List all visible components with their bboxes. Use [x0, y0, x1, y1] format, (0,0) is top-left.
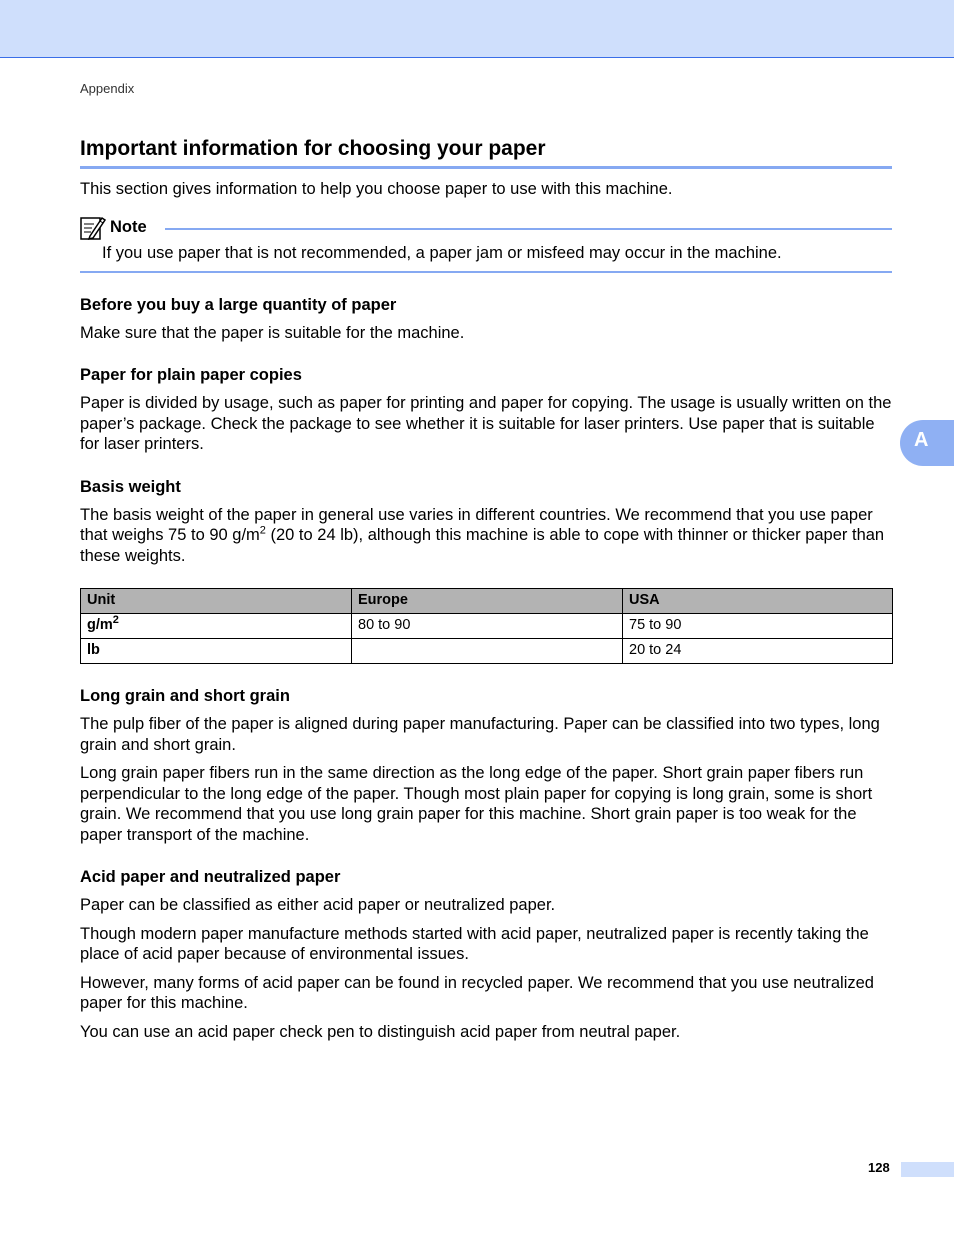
cell-usa: 75 to 90 [623, 614, 893, 639]
page-number-marker [901, 1162, 954, 1177]
table-header-row [81, 589, 893, 614]
plain-paper-text: Paper is divided by usage, such as paper for printing and paper for copying. The usage is usually written on the paper’s package. Check the package to see whether it is suitable for laser printers. Use paper that is suitable for laser printers. [80, 394, 892, 453]
page-content [80, 136, 892, 1050]
cell-usa: 20 to 24 [623, 639, 893, 664]
heading-plain-paper: Paper for plain paper copies [80, 366, 302, 384]
unit-text: lb [87, 642, 100, 658]
before-buy-text: Make sure that the paper is suitable for the machine. [80, 323, 465, 342]
running-head: Appendix [80, 81, 135, 96]
column-header-europe: Europe [352, 589, 623, 614]
heading-before-buy: Before you buy a large quantity of paper [80, 295, 397, 314]
note-rule [165, 228, 892, 230]
heading-grain: Long grain and short grain [80, 687, 290, 705]
note-text: If you use paper that is not recommended, a paper jam or misfeed may occur in the machine. [102, 243, 782, 262]
table-row [81, 639, 893, 664]
note-pencil-icon [80, 215, 106, 241]
basis-weight-table [80, 588, 893, 664]
column-header-usa: USA [623, 589, 893, 614]
section-title: Important information for choosing your paper [80, 136, 892, 169]
acid-paragraph: You can use an acid paper check pen to distinguish acid paper from neutral paper. [80, 1022, 681, 1041]
grain-paragraph: Long grain paper fibers run in the same direction as the long edge of the paper. Short grain paper fibers run perpendicular to the long edge of the paper. Though most plain paper for copying is long grain, some is short grain. We recommend that you use long grain paper for this machine. Short grain paper is too weak for the paper transport of the machine. [80, 764, 873, 844]
grain-paragraph: The pulp fiber of the paper is aligned during paper manufacturing. Paper can be classified into two types, long grain and short grain. [80, 715, 880, 754]
note-box [80, 214, 892, 273]
side-tab-label: A [914, 429, 929, 451]
cell-unit [81, 639, 352, 664]
cell-europe: 80 to 90 [352, 614, 623, 639]
note-label: Note [110, 218, 147, 236]
unit-text: g/m [87, 617, 113, 633]
cell-unit [81, 614, 352, 639]
basis-weight-text-before: The basis weight of the paper in general use varies in different countries. We recommend that you use paper that weighs 75 to 90 g/m [80, 505, 873, 544]
unit-superscript: 2 [112, 614, 119, 627]
heading-acid-paper: Acid paper and neutralized paper [80, 868, 341, 886]
page-number: 128 [868, 1160, 890, 1175]
cell-europe [352, 639, 623, 664]
acid-paragraph: Paper can be classified as either acid paper or neutralized paper. [80, 896, 556, 914]
acid-paragraph: However, many forms of acid paper can be found in recycled paper. We recommend that you use neutralized paper for this machine. [80, 973, 874, 1012]
top-header-band [0, 0, 954, 58]
section-intro: This section gives information to help you choose paper to use with this machine. [80, 180, 673, 198]
appendix-side-tab [900, 420, 954, 466]
note-header [80, 214, 892, 242]
column-header-unit: Unit [81, 589, 352, 614]
table-row [81, 614, 893, 639]
basis-weight-text-after: (20 to 24 lb), although this machine is able to cope with thinner or thicker paper than these weights. [80, 526, 885, 565]
basis-weight-superscript: 2 [259, 524, 266, 537]
acid-paragraph: Though modern paper manufacture methods started with acid paper, neutralized paper is recently taking the place of acid paper because of environmental issues. [80, 924, 869, 963]
basis-weight-text [80, 505, 892, 567]
heading-basis-weight: Basis weight [80, 477, 181, 496]
